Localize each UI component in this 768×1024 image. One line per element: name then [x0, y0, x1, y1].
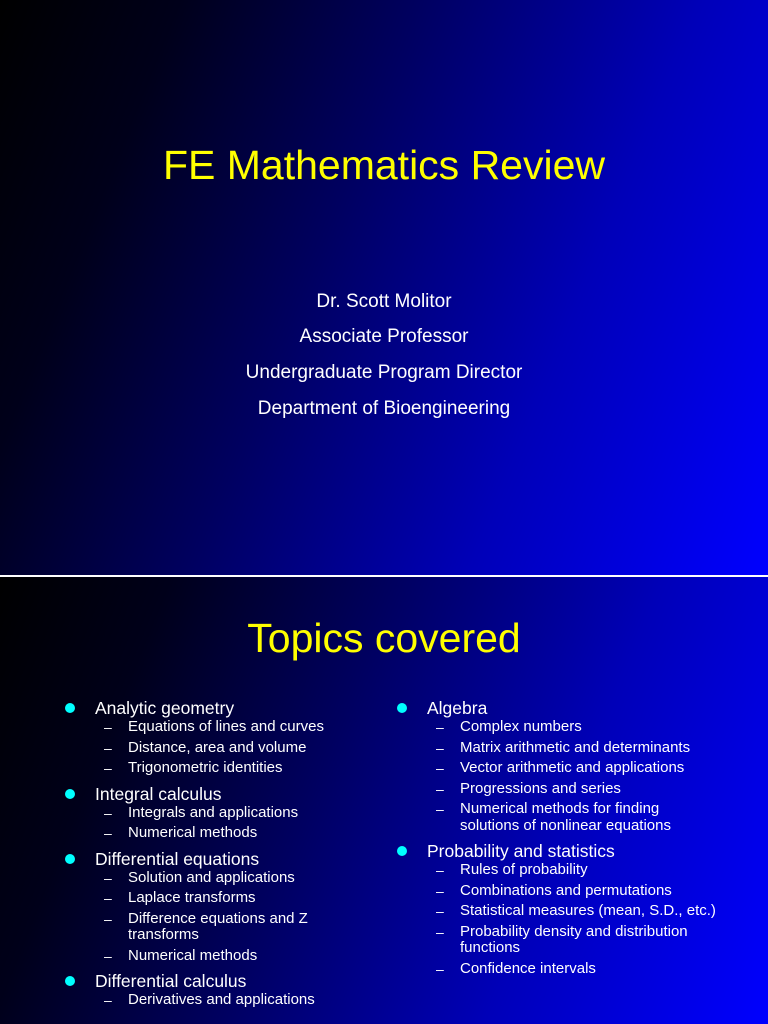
- bullet-dot-icon: [397, 846, 407, 856]
- topic-group: [64, 697, 364, 783]
- dash-icon: –: [104, 869, 112, 886]
- topic-heading: [64, 783, 364, 805]
- subtopic-label: Derivatives and applications: [128, 991, 315, 1008]
- topics-slide: [0, 577, 768, 1024]
- subtopic-item: [396, 862, 716, 879]
- topic-label: Probability and statistics: [427, 841, 615, 861]
- subtopic-item: [396, 924, 716, 957]
- topic-heading: [64, 848, 364, 870]
- presenter-name: Dr. Scott Molitor: [316, 291, 452, 312]
- dash-icon: –: [104, 739, 112, 756]
- subtopic-item: [396, 903, 716, 920]
- subtopic-item: [64, 890, 364, 907]
- subtopic-label: Confidence intervals: [460, 959, 596, 977]
- subtopic-label: Trigonometric identities: [128, 759, 283, 776]
- topics-left-column: [64, 697, 364, 1015]
- dash-icon: –: [104, 947, 112, 964]
- subtopic-label: Combinations and permutations: [460, 881, 672, 899]
- topics-right-column: [396, 697, 716, 983]
- topic-label: Differential calculus: [95, 971, 247, 991]
- subtopic-item: [396, 781, 716, 798]
- dash-icon: –: [104, 719, 112, 735]
- subtopic-item: [64, 948, 364, 965]
- dash-icon: –: [104, 910, 112, 927]
- subtopic-label: Solution and applications: [128, 868, 295, 886]
- dash-icon: –: [436, 760, 444, 776]
- topic-label: Integral calculus: [95, 783, 222, 804]
- dash-icon: –: [436, 780, 444, 797]
- subtopic-item: [396, 719, 716, 736]
- bullet-dot-icon: [397, 703, 407, 713]
- subtopic-list: [64, 992, 364, 1015]
- bullet-dot-icon: [65, 789, 75, 799]
- bullet-dot-icon: [65, 854, 75, 864]
- subtopic-item: [396, 883, 716, 900]
- subtopic-item: [396, 740, 716, 757]
- topics-title: Topics covered: [247, 615, 521, 661]
- subtopic-label: Distance, area and volume: [128, 738, 307, 756]
- subtopic-label: Numerical methods: [128, 946, 258, 964]
- dash-icon: –: [104, 804, 112, 821]
- dash-icon: –: [436, 960, 444, 977]
- dash-icon: –: [436, 923, 444, 940]
- presenter-title: Associate Professor: [299, 326, 469, 347]
- subtopic-label: Vector arithmetic and applications: [460, 759, 685, 776]
- subtopic-item: [64, 760, 364, 777]
- dash-icon: –: [436, 719, 444, 735]
- topic-heading: [64, 970, 364, 992]
- subtopic-list: [64, 805, 364, 848]
- subtopic-list: [64, 719, 364, 783]
- subtopic-item: [64, 911, 364, 944]
- subtopic-item: [64, 719, 364, 736]
- dash-icon: –: [436, 882, 444, 899]
- subtopic-list: [396, 862, 716, 983]
- subtopic-label: Equations of lines and curves: [128, 718, 324, 735]
- dash-icon: –: [436, 903, 444, 919]
- subtopic-label: Rules of probability: [460, 861, 588, 878]
- subtopic-label: Numerical methods: [128, 824, 258, 841]
- topic-label: Algebra: [427, 698, 488, 718]
- subtopic-item: [396, 801, 716, 834]
- dash-icon: –: [104, 825, 112, 841]
- subtopic-item: [64, 740, 364, 757]
- topic-heading: [64, 697, 364, 719]
- presenter-role: Undergraduate Program Director: [245, 362, 523, 383]
- dash-icon: –: [104, 890, 112, 906]
- subtopic-list: [64, 870, 364, 971]
- subtopic-list: [396, 719, 716, 840]
- subtopic-label: Integrals and applications: [128, 803, 299, 821]
- topic-group: [64, 848, 364, 971]
- dash-icon: –: [436, 739, 444, 756]
- subtopic-item: [64, 805, 364, 822]
- subtopic-label: Numerical methods for finding solutions of nonlinear equations: [460, 800, 671, 834]
- subtopic-label: Matrix arithmetic and determinants: [460, 738, 691, 756]
- subtopic-item: [396, 760, 716, 777]
- subtopic-item: [64, 825, 364, 842]
- topic-group: [396, 697, 716, 840]
- subtopic-label: Laplace transforms: [128, 889, 256, 906]
- subtopic-label: Progressions and series: [460, 779, 621, 797]
- topic-heading: [396, 840, 716, 862]
- topic-group: [64, 783, 364, 848]
- subtopic-label: Complex numbers: [460, 718, 582, 735]
- subtopic-item: [64, 992, 364, 1009]
- dash-icon: –: [436, 801, 444, 817]
- subtopic-item: [64, 870, 364, 887]
- topic-group: [396, 840, 716, 983]
- subtopic-label: Probability density and distribution functions: [460, 922, 688, 956]
- bullet-dot-icon: [65, 976, 75, 986]
- subtopic-label: Statistical measures (mean, S.D., etc.): [460, 902, 716, 919]
- subtopic-item: [396, 961, 716, 978]
- subtopic-label: Difference equations and Z transforms: [128, 909, 308, 943]
- topic-group: [64, 970, 364, 1015]
- topic-label: Differential equations: [95, 848, 260, 869]
- slide-title: FE Mathematics Review: [162, 142, 605, 188]
- dash-icon: –: [104, 760, 112, 776]
- topic-label: Analytic geometry: [95, 698, 235, 718]
- presenter-department: Department of Bioengineering: [257, 398, 511, 419]
- dash-icon: –: [104, 992, 112, 1008]
- topic-heading: [396, 697, 716, 719]
- bullet-dot-icon: [65, 703, 75, 713]
- dash-icon: –: [436, 862, 444, 878]
